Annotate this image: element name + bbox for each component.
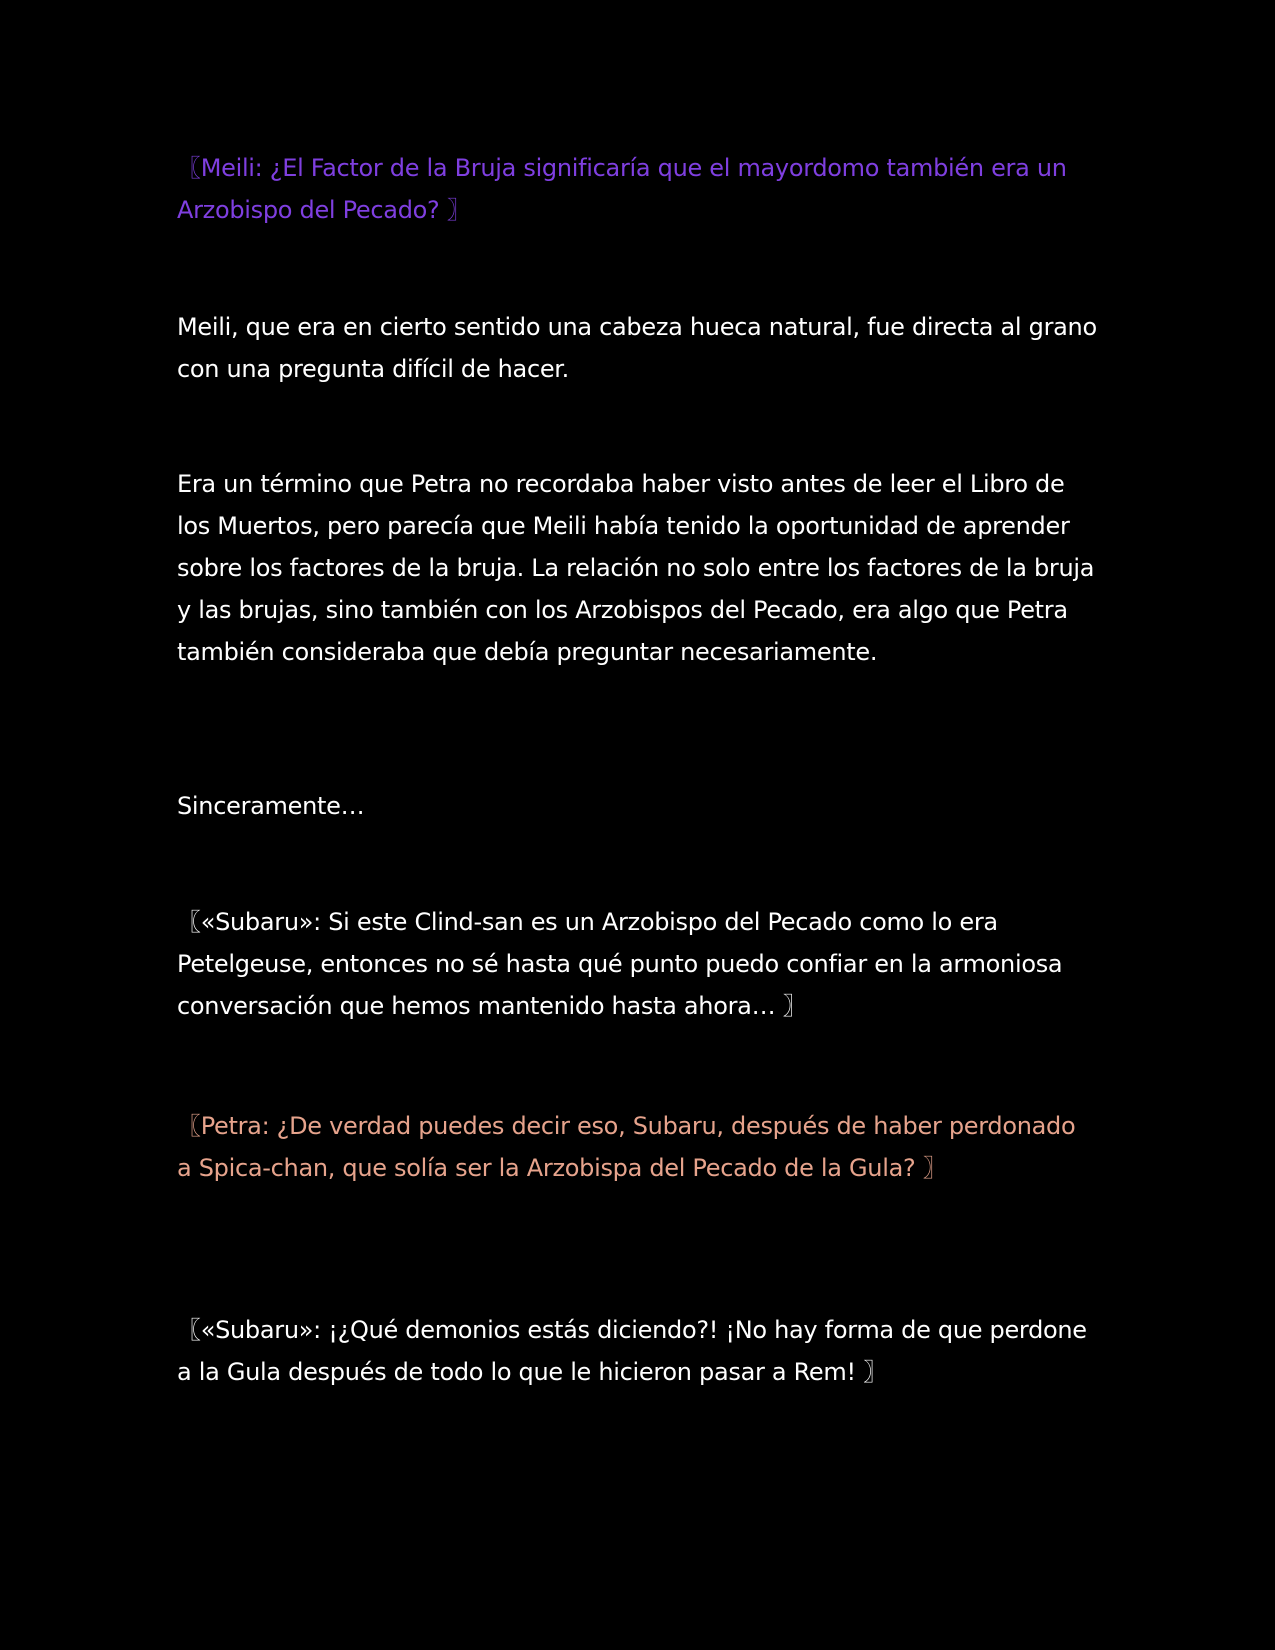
narration-paragraph-2: Era un término que Petra no recordaba haber visto antes de leer el Libro de los Muertos, pero parecía que Meili había tenido la oportunidad de aprender sobre los factores de la bruja. La relación no solo entre los factores de la bruja y las brujas, sino también con los Arzobispos del Pecado, era algo que Petra también consideraba que debía preguntar necesariamente. <box>177 470 1095 666</box>
narration-paragraph-3: Sinceramente… <box>177 792 365 820</box>
dialogue-petra: 〖Petra: ¿De verdad puedes decir eso, Subaru, después de haber perdonado a Spica-chan, que solía ser la Arzobispa del Pecado de la Gula? 〗 <box>177 1112 1076 1182</box>
dialogue-meili: 〖Meili: ¿El Factor de la Bruja significaría que el mayordomo también era un Arzobispo del Pecado? 〗 <box>177 154 1067 224</box>
narration-paragraph-1: Meili, que era en cierto sentido una cabeza hueca natural, fue directa al grano con una pregunta difícil de hacer. <box>177 313 1097 383</box>
dialogue-subaru-2: 〖«Subaru»: ¡¿Qué demonios estás diciendo?! ¡No hay forma de que perdone a la Gula después de todo lo que le hicieron pasar a Rem! 〗 <box>177 1316 1087 1386</box>
dialogue-subaru-1: 〖«Subaru»: Si este Clind-san es un Arzobispo del Pecado como lo era Petelgeuse, entonces no sé hasta qué punto puedo confiar en la armoniosa conversación que hemos mantenido hasta ahora… 〗 <box>177 908 1063 1020</box>
document-page <box>177 0 1097 1650</box>
